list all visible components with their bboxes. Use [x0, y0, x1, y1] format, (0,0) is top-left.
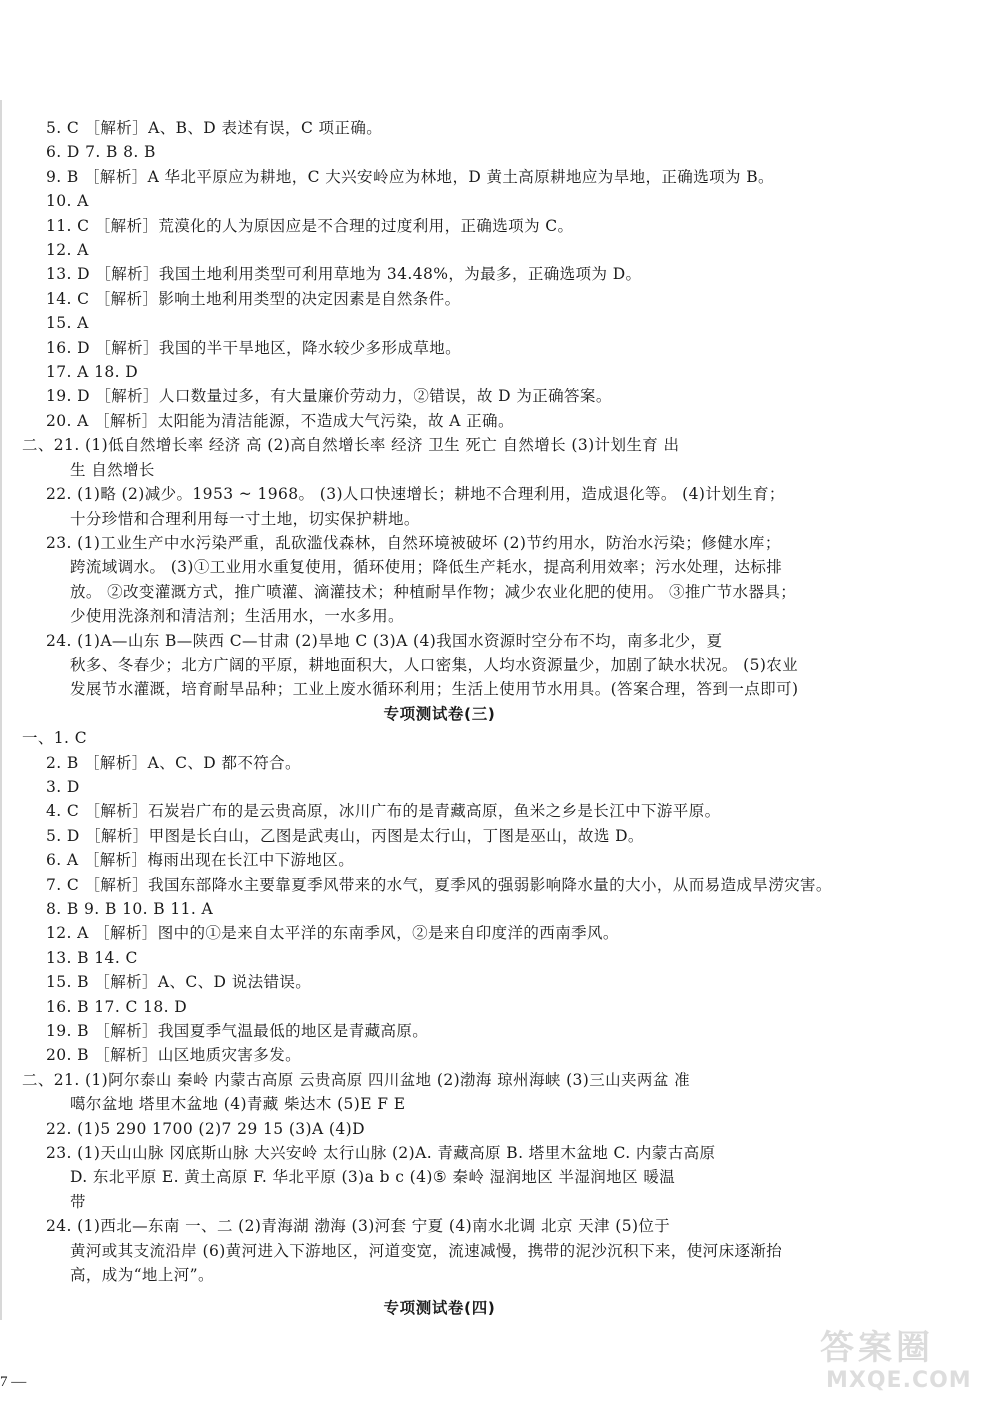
section-two-line: 二、21. (1)阿尔泰山 秦岭 内蒙古高原 云贵高原 四川盆地 (2)渤海 琼州海峡 (3)三山夹两盆 准	[22, 1070, 690, 1089]
answer-line: 16. D ［解析］我国的半干旱地区，降水较少多形成草地。	[46, 338, 462, 357]
answer-line: 24. (1)西北—东南 一、二 (2)青海湖 渤海 (3)河套 宁夏 (4)南水北调 北京 天津 (5)位于	[46, 1217, 671, 1236]
watermark-logo	[820, 1320, 990, 1406]
watermark-text: 答案圈	[820, 1328, 934, 1368]
answer-line: 22. (1)略 (2)减少。1953 ~ 1968。 (3)人口快速增长；耕地不合理利用，造成退化等。 (4)计划生育；	[46, 485, 785, 504]
section-title: 专项测试卷(三)	[383, 704, 496, 723]
answer-line: 22. (1)5 290 1700 (2)7 29 15 (3)A (4)D	[46, 1119, 365, 1138]
answer-continuation-line: 带	[70, 1192, 86, 1211]
section-title: 专项测试卷(四)	[383, 1298, 496, 1317]
answer-line: 7. C ［解析］我国东部降水主要靠夏季风带来的水气，夏季风的强弱影响降水量的大小，从而易造成旱涝灾害。	[46, 875, 832, 894]
answer-continuation-line: 十分珍惜和合理利用每一寸土地，切实保护耕地。	[70, 509, 420, 528]
answer-line: 11. C ［解析］荒漠化的人为原因应是不合理的过度利用，正确选项为 C。	[46, 216, 574, 235]
answer-line: 12. A	[46, 241, 89, 260]
answer-content	[22, 116, 857, 1320]
answer-line: 23. (1)工业生产中水污染严重，乱砍滥伐森林，自然环境被破坏 (2)节约用水，防治水污染；修健水库；	[46, 533, 781, 552]
watermark-url: MXQE.COM	[826, 1368, 972, 1393]
answer-continuation-line: 少使用洗涤剂和清洁剂；生活用水，一水多用。	[70, 607, 404, 626]
answer-line: 6. D 7. B 8. B	[46, 143, 156, 162]
answer-line: 13. D ［解析］我国土地利用类型可利用草地为 34.48%，为最多，正确选项为 D。	[46, 265, 642, 284]
answer-line: 8. B 9. B 10. B 11. A	[46, 900, 214, 918]
answer-line: 4. C ［解析］石炭岩广布的是云贵高原，冰川广布的是青藏高原，鱼米之乡是长江中下游平原。	[46, 802, 721, 821]
answer-continuation-line: 噶尔盆地 塔里木盆地 (4)青藏 柴达木 (5)E F E	[70, 1095, 406, 1114]
answer-line: 14. C ［解析］影响土地利用类型的决定因素是自然条件。	[46, 289, 461, 308]
answer-continuation-line: 秋多、冬春少；北方广阔的平原，耕地面积大，人口密集，人均水资源量少，加剧了缺水状况。 (5)农业	[70, 655, 799, 674]
page-number: 7 —	[0, 1374, 27, 1390]
answer-line: 5. C ［解析］A、B、D 表述有误，C 项正确。	[46, 119, 383, 137]
answer-line: 23. (1)天山山脉 冈底斯山脉 大兴安岭 太行山脉 (2)A. 青藏高原 B. 塔里木盆地 C. 内蒙古高原	[46, 1144, 716, 1163]
page-edge-divider	[0, 100, 2, 1320]
answer-line: 16. B 17. C 18. D	[46, 997, 188, 1016]
answer-line: 5. D ［解析］甲图是长白山，乙图是武夷山，丙图是太行山，丁图是巫山，故选 D。	[46, 826, 644, 845]
answer-line: 3. D	[46, 777, 80, 796]
answer-line: 15. A	[46, 314, 89, 333]
answer-continuation-line: D. 东北平原 E. 黄土高原 F. 华北平原 (3)a b c (4)⑤ 秦岭 湿润地区 半湿润地区 暖温	[70, 1168, 676, 1187]
section-one-line: 一、1. C	[22, 729, 87, 748]
answer-line: 15. B ［解析］A、C、D 说法错误。	[46, 973, 312, 992]
answer-line: 6. A ［解析］梅雨出现在长江中下游地区。	[46, 851, 355, 870]
answer-continuation-line: 生 自然增长	[70, 460, 155, 479]
answer-line: 12. A ［解析］图中的①是来自太平洋的东南季风，②是来自印度洋的西南季风。	[46, 924, 619, 943]
answer-line: 17. A 18. D	[46, 363, 139, 382]
answer-continuation-line: 放。 ②改变灌溉方式，推广喷灌、滴灌技术；种植耐旱作物；减少农业化肥的使用。 ③推广节水器具；	[70, 582, 797, 601]
answer-line: 13. B 14. C	[46, 948, 138, 967]
answer-line: 24. (1)A—山东 B—陕西 C—甘肃 (2)旱地 C (3)A (4)我国水资源时空分布不均，南多北少，夏	[46, 631, 723, 650]
answer-continuation-line: 黄河或其支流沿岸 (6)黄河进入下游地区，河道变宽，流速减慢，携带的泥沙沉积下来，使河床逐渐抬	[70, 1241, 783, 1260]
answer-line: 20. A ［解析］太阳能为清洁能源，不造成大气污染，故 A 正确。	[46, 411, 514, 430]
section-two-line: 二、21. (1)低自然增长率 经济 高 (2)高自然增长率 经济 卫生 死亡 自然增长 (3)计划生育 出	[22, 436, 680, 455]
answer-line: 9. B ［解析］A 华北平原应为耕地，C 大兴安岭应为林地，D 黄土高原耕地应为旱地，正确选项为 B。	[46, 167, 774, 186]
answer-line: 19. D ［解析］人口数量过多，有大量廉价劳动力，②错误，故 D 为正确答案。	[46, 387, 612, 406]
answer-line: 2. B ［解析］A、C、D 都不符合。	[46, 753, 301, 772]
answer-line: 10. A	[46, 192, 89, 211]
answer-continuation-line: 跨流域调水。 (3)①工业用水重复使用，循环使用；降低生产耗水，提高利用效率；污水处理，达标排	[70, 558, 783, 577]
answer-line: 20. B ［解析］山区地质灾害多发。	[46, 1046, 301, 1065]
answer-continuation-line: 发展节水灌溉，培育耐旱品种；工业上废水循环利用；生活上使用节水用具。(答案合理，答到一点即可)	[70, 680, 799, 699]
answer-continuation-line: 高，成为“地上河”。	[70, 1266, 214, 1285]
answer-line: 19. B ［解析］我国夏季气温最低的地区是青藏高原。	[46, 1022, 429, 1041]
